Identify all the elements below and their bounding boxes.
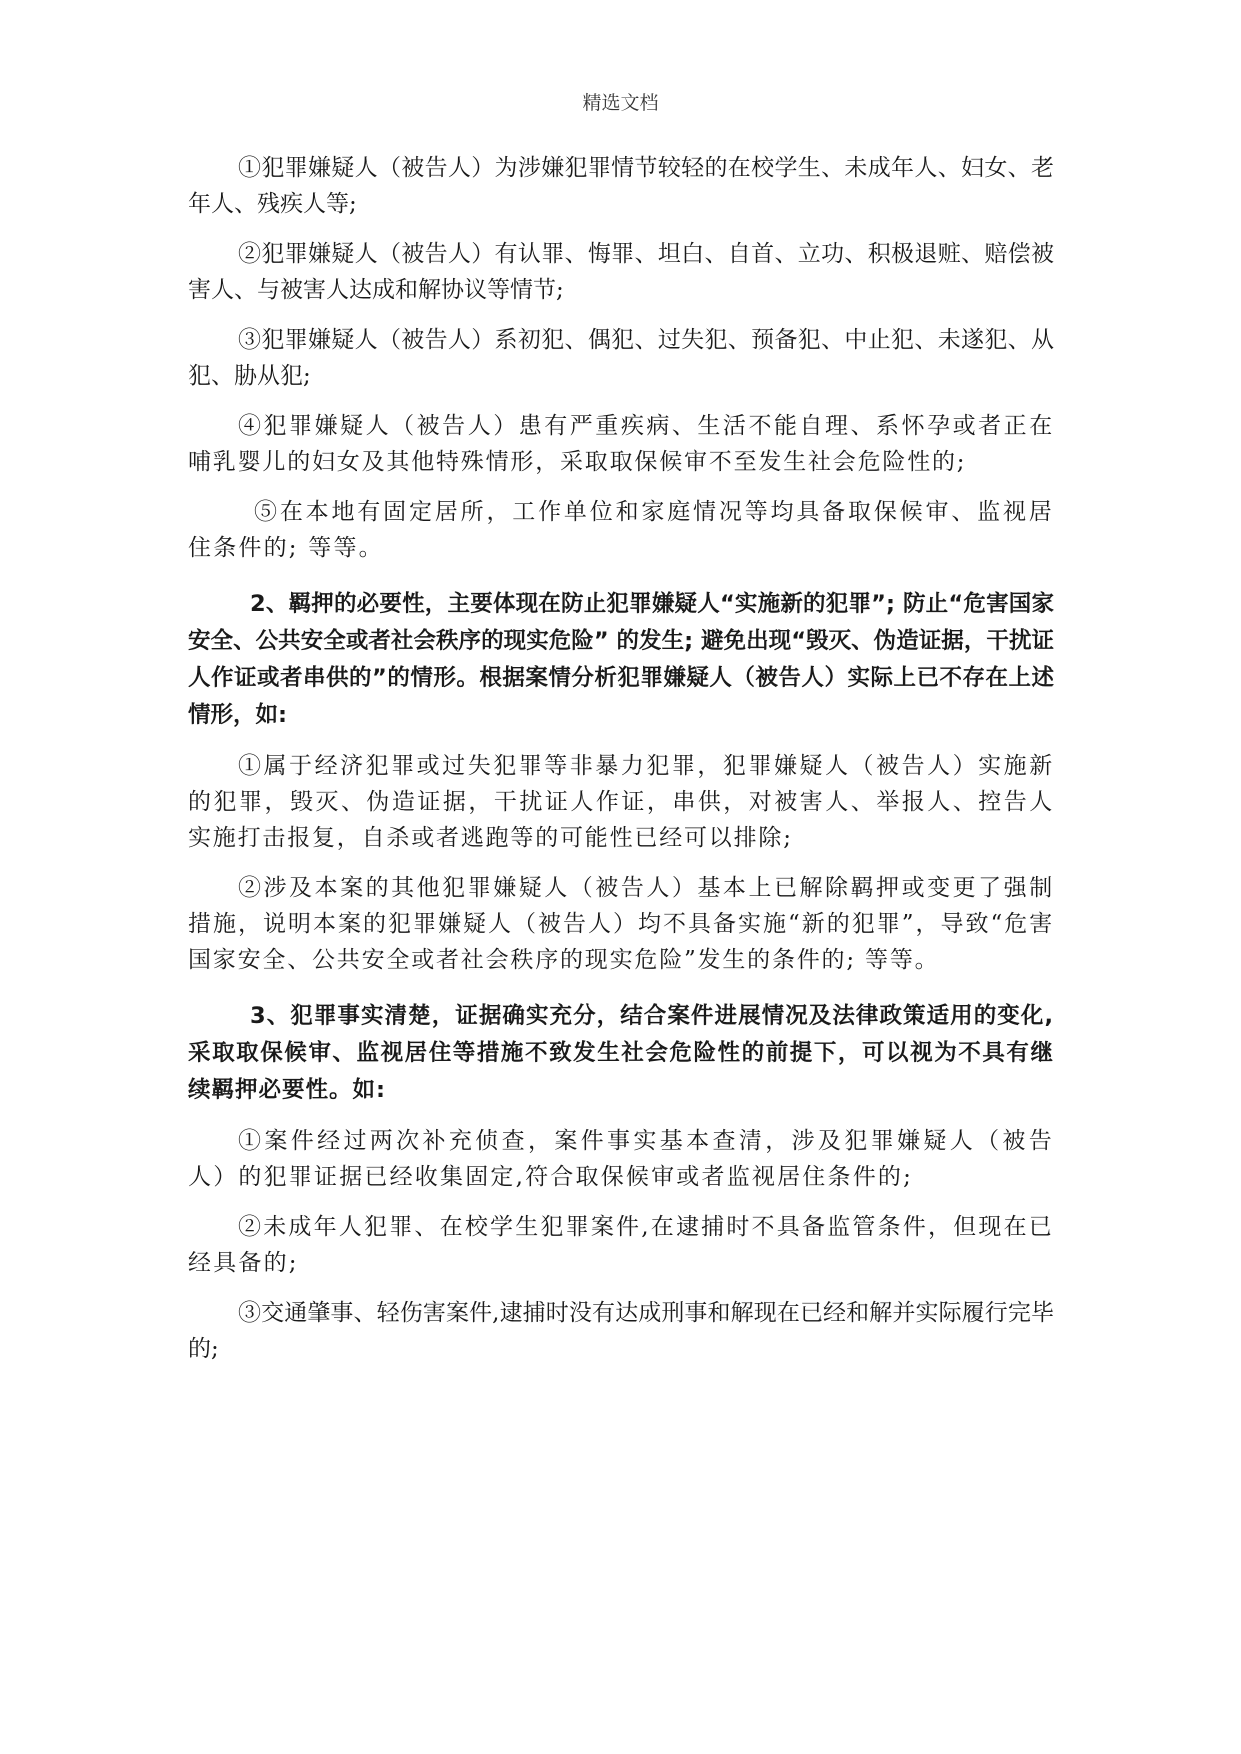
list-item: ②涉及本案的其他犯罪嫌疑人（被告人）基本上已解除羁押或变更了强制措施，说明本案的犯罪嫌疑人（被告人）均不具备实施“新的犯罪”，导致“危害国家安全、公共安全或者社会秩序的现实危险”发生的条件的; 等等。	[188, 875, 1054, 973]
list-item: ⑤在本地有固定居所，工作单位和家庭情况等均具备取保候审、监视居住条件的; 等等。	[188, 499, 1054, 561]
list-item: ③交通肇事、轻伤害案件,逮捕时没有达成刑事和解现在已经和解并实际履行完毕的;	[188, 1300, 1054, 1362]
list-item: ①案件经过两次补充侦查，案件事实基本查清，涉及犯罪嫌疑人（被告人）的犯罪证据已经收集固定,符合取保候审或者监视居住条件的;	[188, 1128, 1054, 1190]
list-item: ②犯罪嫌疑人（被告人）有认罪、悔罪、坦白、自首、立功、积极退赃、赔偿被害人、与被害人达成和解协议等情节;	[188, 241, 1054, 303]
section-heading: 3、犯罪事实清楚，证据确实充分，结合案件进展情况及法律政策适用的变化,采取取保候审、监视居住等措施不致发生社会危险性的前提下，可以视为不具有继续羁押必要性。如:	[188, 1003, 1054, 1103]
list-item: ④犯罪嫌疑人（被告人）患有严重疾病、生活不能自理、系怀孕或者正在哺乳婴儿的妇女及其他特殊情形，采取取保候审不至发生社会危险性的;	[188, 413, 1054, 475]
document-body	[188, 150, 1054, 1381]
list-item: ②未成年人犯罪、在校学生犯罪案件,在逮捕时不具备监管条件，但现在已经具备的;	[188, 1214, 1054, 1276]
list-item: ①犯罪嫌疑人（被告人）为涉嫌犯罪情节较轻的在校学生、未成年人、妇女、老年人、残疾人等;	[188, 155, 1054, 217]
section-heading: 2、羁押的必要性，主要体现在防止犯罪嫌疑人“实施新的犯罪”; 防止“危害国家安全、公共安全或者社会秩序的现实危险” 的发生; 避免出现“毁灭、伪造证据，干扰证人作证或者串供的”的情形。根据案情分析犯罪嫌疑人（被告人）实际上已不存在上述情形，如:	[188, 591, 1054, 728]
list-item: ③犯罪嫌疑人（被告人）系初犯、偶犯、过失犯、预备犯、中止犯、未遂犯、从犯、胁从犯;	[188, 327, 1054, 389]
list-item: ①属于经济犯罪或过失犯罪等非暴力犯罪，犯罪嫌疑人（被告人）实施新的犯罪，毁灭、伪造证据，干扰证人作证，串供，对被害人、举报人、控告人实施打击报复，自杀或者逃跑等的可能性已经可以排除;	[188, 753, 1054, 851]
page-header: 精选文档	[582, 92, 659, 114]
